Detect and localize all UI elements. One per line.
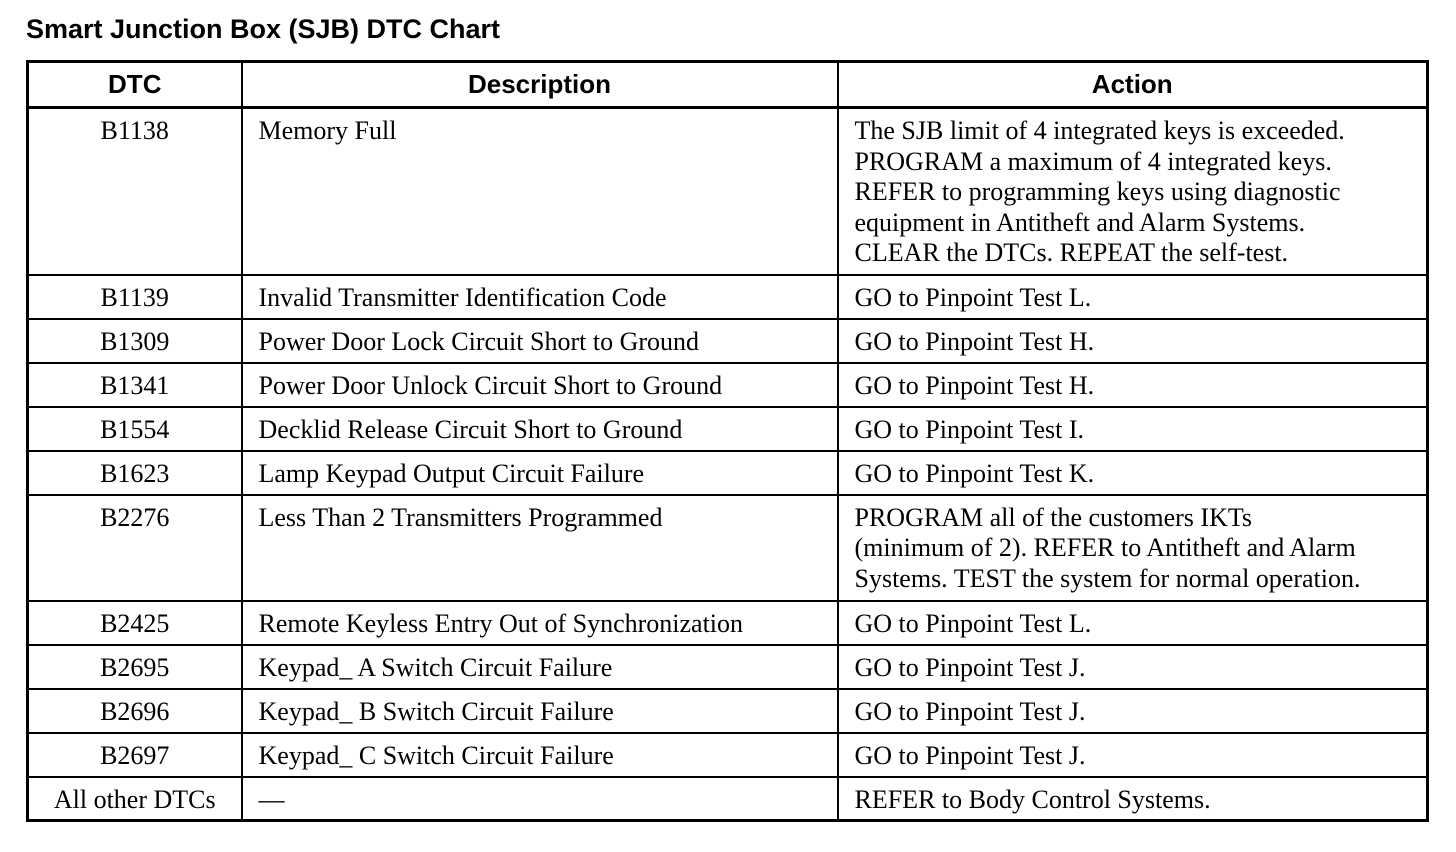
description-cell: Keypad_ C Switch Circuit Failure	[242, 733, 838, 777]
table-row	[28, 495, 1428, 601]
table-row	[28, 319, 1428, 363]
action-line: (minimum of 2). REFER to Antitheft and Alarm	[854, 533, 1356, 562]
action-line: GO to Pinpoint Test J.	[854, 696, 1086, 726]
table-body	[28, 108, 1428, 821]
action-cell	[838, 733, 1428, 777]
description-cell: Memory Full	[242, 108, 838, 275]
table-row	[28, 645, 1428, 689]
action-line: GO to Pinpoint Test J.	[854, 652, 1086, 682]
action-line: GO to Pinpoint Test L.	[854, 282, 1092, 312]
action-cell	[838, 275, 1428, 319]
action-line: Systems. TEST the system for normal operation.	[854, 563, 1361, 593]
action-line: The SJB limit of 4 integrated keys is exceeded.	[854, 116, 1345, 145]
table-row	[28, 363, 1428, 407]
dtc-code-cell: B2696	[28, 689, 242, 733]
action-line: GO to Pinpoint Test H.	[854, 326, 1095, 356]
action-cell	[838, 451, 1428, 495]
dtc-code-cell: B1309	[28, 319, 242, 363]
action-cell	[838, 777, 1428, 821]
table-row	[28, 689, 1428, 733]
description-cell: —	[242, 777, 838, 821]
action-cell	[838, 689, 1428, 733]
action-line: GO to Pinpoint Test I.	[854, 414, 1085, 444]
dtc-code-cell: B1139	[28, 275, 242, 319]
table-row	[28, 451, 1428, 495]
action-cell	[838, 363, 1428, 407]
description-cell: Less Than 2 Transmitters Programmed	[242, 495, 838, 601]
action-cell	[838, 407, 1428, 451]
dtc-code-cell: B1341	[28, 363, 242, 407]
dtc-code-cell: B2695	[28, 645, 242, 689]
dtc-code-cell: B1623	[28, 451, 242, 495]
table-row	[28, 108, 1428, 275]
table-row	[28, 407, 1428, 451]
action-line: GO to Pinpoint Test H.	[854, 370, 1095, 400]
action-cell	[838, 495, 1428, 601]
description-cell: Lamp Keypad Output Circuit Failure	[242, 451, 838, 495]
column-header-action: Action	[838, 62, 1428, 108]
action-line: PROGRAM all of the customers IKTs	[854, 502, 1253, 532]
action-cell	[838, 601, 1428, 645]
action-cell	[838, 645, 1428, 689]
description-cell: Power Door Unlock Circuit Short to Ground	[242, 363, 838, 407]
action-line: REFER to programming keys using diagnostic	[854, 177, 1341, 206]
table-row	[28, 777, 1428, 821]
dtc-code-cell: B2425	[28, 601, 242, 645]
dtc-code-cell: B1554	[28, 407, 242, 451]
dtc-code-cell: B2276	[28, 495, 242, 601]
dtc-code-cell: B1138	[28, 108, 242, 275]
dtc-code-cell: B2697	[28, 733, 242, 777]
table-header-row	[28, 62, 1428, 108]
description-cell: Keypad_ B Switch Circuit Failure	[242, 689, 838, 733]
action-cell	[838, 319, 1428, 363]
action-line: CLEAR the DTCs. REPEAT the self-test.	[854, 238, 1289, 267]
dtc-table	[26, 60, 1429, 822]
column-header-dtc: DTC	[28, 62, 242, 108]
action-line: equipment in Antitheft and Alarm Systems.	[854, 207, 1306, 237]
action-line: REFER to Body Control Systems.	[854, 784, 1211, 814]
action-line: PROGRAM a maximum of 4 integrated keys.	[854, 146, 1332, 176]
description-cell: Keypad_ A Switch Circuit Failure	[242, 645, 838, 689]
action-line: GO to Pinpoint Test K.	[854, 458, 1095, 488]
action-line: GO to Pinpoint Test J.	[854, 740, 1086, 770]
table-row	[28, 601, 1428, 645]
action-cell	[838, 108, 1428, 275]
description-cell: Remote Keyless Entry Out of Synchronization	[242, 601, 838, 645]
dtc-code-cell: All other DTCs	[28, 777, 242, 821]
description-cell: Decklid Release Circuit Short to Ground	[242, 407, 838, 451]
page-title: Smart Junction Box (SJB) DTC Chart	[26, 14, 501, 44]
column-header-description: Description	[242, 62, 838, 108]
action-line: GO to Pinpoint Test L.	[854, 608, 1092, 638]
table-row	[28, 275, 1428, 319]
description-cell: Power Door Lock Circuit Short to Ground	[242, 319, 838, 363]
description-cell: Invalid Transmitter Identification Code	[242, 275, 838, 319]
table-row	[28, 733, 1428, 777]
